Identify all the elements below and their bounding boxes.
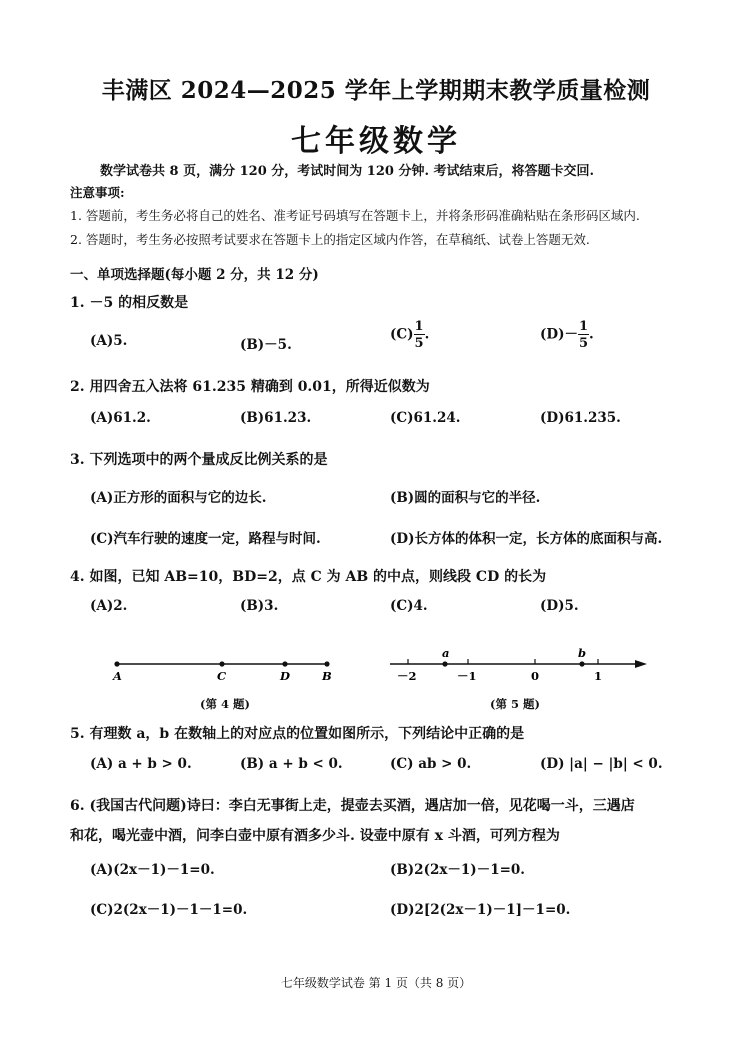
q3-option-b: (B)圆的面积与它的半径. — [390, 490, 541, 506]
arrow-icon — [635, 660, 647, 668]
q2-option-c: (C)61.24. — [390, 410, 461, 426]
label-a: A — [113, 669, 122, 683]
q5-option-d: (D) |a| − |b| < 0. — [540, 756, 663, 772]
q6-option-a: (A)(2x－1)－1=0. — [90, 862, 215, 878]
note-2: 2. 答题时，考生务必按照考试要求在答题卡上的指定区域内作答，在草稿纸、试卷上答题无效. — [70, 232, 590, 247]
question-4: 4. 如图，已知 AB=10，BD=2，点 C 为 AB 的中点，则线段 CD 的长为 — [70, 569, 547, 585]
tick-label-one: 1 — [594, 669, 603, 683]
q2-option-b: (B)61.23. — [240, 410, 312, 426]
tick-label-zero: 0 — [531, 669, 540, 683]
label-b: B — [322, 669, 332, 683]
q6-option-b: (B)2(2x－1)－1=0. — [390, 862, 525, 878]
point-a — [114, 661, 119, 666]
section-heading: 一、单项选择题(每小题 2 分，共 12 分) — [70, 267, 319, 283]
fraction: $\frac{1}{5}$ — [578, 319, 589, 351]
question-6-line-2: 和花，喝光壶中酒，问李白壶中原有酒多少斗. 设壶中原有 x 斗酒，可列方程为 — [70, 828, 560, 844]
label-d: D — [280, 669, 290, 683]
q1-option-a: (A)5. — [90, 333, 128, 349]
point-c — [219, 661, 224, 666]
q6-option-d: (D)2[2(2x－1)－1]－1=0. — [390, 902, 571, 918]
figure-5-caption: (第 5 题) — [490, 697, 540, 711]
question-2: 2. 用四舍五入法将 61.235 精确到 0.01，所得近似数为 — [70, 379, 430, 395]
q2-option-d: (D)61.235. — [540, 410, 621, 426]
q6-option-c: (C)2(2x－1)－1－1=0. — [90, 902, 248, 918]
label-a: a — [442, 646, 450, 660]
question-1: 1. －5 的相反数是 — [70, 295, 189, 311]
q2-option-a: (A)61.2. — [90, 410, 151, 426]
note-1: 1. 答题前，考生务必将自己的姓名、准考证号码填写在答题卡上，并将条形码准确粘贴在条形码区域内. — [70, 208, 640, 223]
point-a — [442, 661, 447, 666]
exam-info: 数学试卷共 8 页，满分 120 分，考试时间为 120 分钟. 考试结束后，将答题卡交回. — [100, 164, 595, 179]
q3-option-a: (A)正方形的面积与它的边长. — [90, 490, 267, 506]
q4-option-a: (A)2. — [90, 598, 128, 614]
point-b — [324, 661, 329, 666]
q5-option-b: (B) a + b < 0. — [240, 756, 343, 772]
q4-option-b: (B)3. — [240, 598, 279, 614]
figure-4-segment — [105, 648, 345, 684]
label-b: b — [578, 646, 587, 660]
notes-title: 注意事项: — [70, 185, 125, 200]
figure-5-number-line — [385, 646, 650, 686]
q5-option-c: (C) ab > 0. — [390, 756, 472, 772]
question-5: 5. 有理数 a，b 在数轴上的对应点的位置如图所示，下列结论中正确的是 — [70, 726, 525, 742]
point-b — [579, 661, 584, 666]
tick-label-neg2: －2 — [397, 669, 417, 683]
q1-option-c: (C) $\frac{1}{5}$ . — [390, 319, 430, 351]
q4-option-c: (C)4. — [390, 598, 428, 614]
page-footer: 七年级数学试卷 第 1 页（共 8 页） — [280, 976, 472, 990]
fraction: $\frac{1}{5}$ — [414, 319, 424, 351]
q3-option-d: (D)长方体的体积一定，长方体的底面积与高. — [390, 531, 663, 547]
label-c: C — [217, 669, 227, 683]
question-3: 3. 下列选项中的两个量成反比例关系的是 — [70, 452, 328, 468]
q1-option-d: (D)－ $\frac{1}{5}$ . — [540, 319, 594, 351]
q4-option-d: (D)5. — [540, 598, 579, 614]
q1-option-b: (B)－5. — [240, 337, 292, 353]
figure-4-caption: (第 4 题) — [200, 697, 250, 711]
tick-label-neg1: －1 — [457, 669, 477, 683]
point-d — [282, 661, 287, 666]
subject-title: 七年级数学 — [291, 124, 461, 159]
q3-option-c: (C)汽车行驶的速度一定，路程与时间. — [90, 531, 321, 547]
q5-option-a: (A) a + b > 0. — [90, 756, 192, 772]
question-6-line-1: 6. (我国古代问题)诗曰：李白无事街上走，提壶去买酒，遇店加一倍，见花喝一斗，三遇店 — [70, 798, 635, 814]
exam-title: 丰满区 2024—2025 学年上学期期末教学质量检测 — [101, 77, 651, 104]
